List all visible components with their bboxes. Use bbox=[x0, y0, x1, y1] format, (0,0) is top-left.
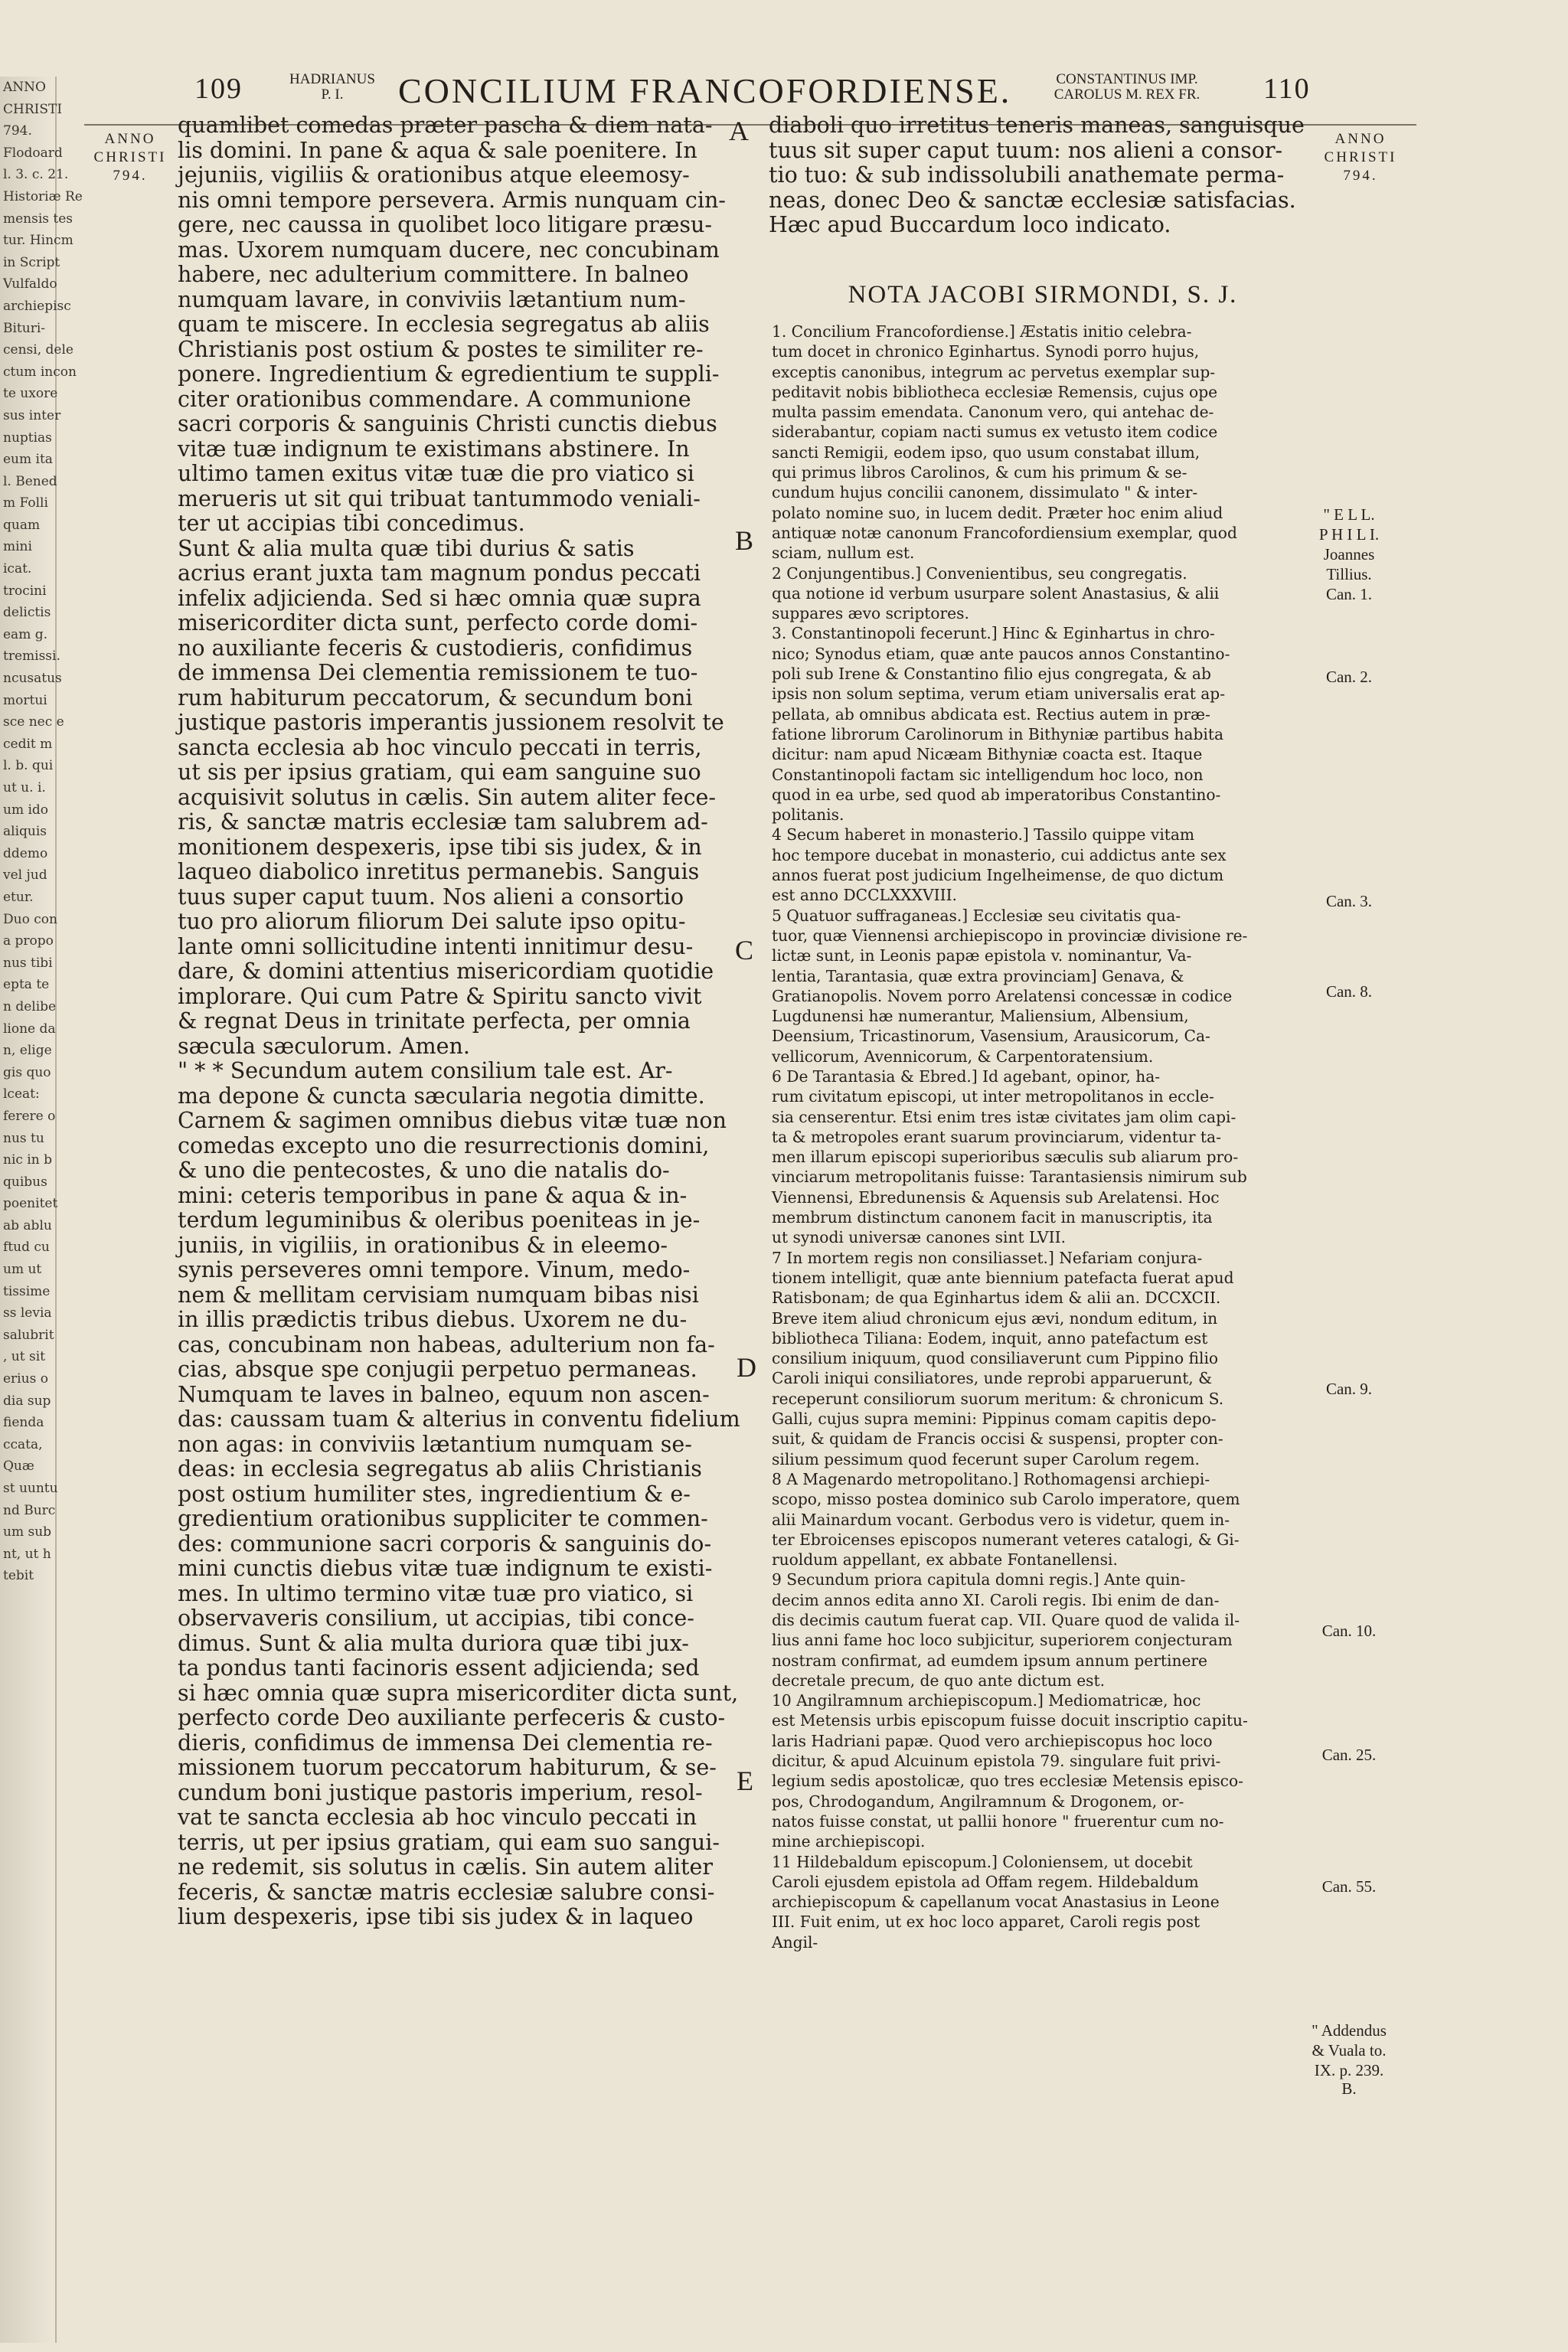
note-line: receperunt consiliorum suorum meritum: & chronicum S. bbox=[772, 1389, 1224, 1408]
gutter-fragment: quam bbox=[3, 517, 41, 533]
right-text-line: diaboli quo irretitus teneris maneas, sanguisque bbox=[769, 113, 1305, 138]
gutter-fragment: l. 3. c. 21. bbox=[3, 167, 69, 183]
latin-line: tuo pro aliorum filiorum Dei salute ipso opitu- bbox=[178, 909, 686, 934]
gutter-fragment: nic in b bbox=[3, 1152, 52, 1168]
margin-note-phili: P H I L I. bbox=[1318, 525, 1380, 544]
gutter-fragment: m Folli bbox=[3, 495, 48, 511]
latin-line: das: caussam tuam & alterius in conventu fidelium bbox=[178, 1406, 740, 1432]
note-line: decim annos edita anno XI. Caroli regis. Ibi enim de dan- bbox=[772, 1590, 1220, 1609]
right-page-number: 110 bbox=[1263, 73, 1311, 105]
gutter-fragment: mortui bbox=[3, 692, 47, 708]
gutter-fragment: cedit m bbox=[3, 736, 53, 752]
right-latin-continuation bbox=[769, 113, 1328, 238]
section-letter-b: B bbox=[735, 525, 754, 556]
gutter-fragment: fienda bbox=[3, 1415, 44, 1431]
note-line: vinciarum metropolitanis fuisse: Tarantasiensis nimirum sub bbox=[772, 1168, 1247, 1187]
gutter-fragment: 794. bbox=[3, 123, 32, 139]
main-latin-column bbox=[178, 113, 740, 1930]
gutter-fragment: nuptias bbox=[3, 430, 52, 446]
latin-line: observaveris consilium, ut accipias, tibi conce- bbox=[178, 1606, 694, 1631]
latin-line: " * * Secundum autem consilium tale est. Ar- bbox=[178, 1058, 673, 1083]
gutter-fragment: sus inter bbox=[3, 407, 61, 423]
latin-line: habere, nec adulterium committere. In balneo bbox=[178, 262, 689, 287]
gutter-fragment: censi, dele bbox=[3, 342, 74, 358]
section-letter-a: A bbox=[729, 116, 749, 146]
note-line: 8 A Magenardo metropolitano.] Rothomagensi archiepi- bbox=[772, 1469, 1210, 1488]
gutter-fragment: n, elige bbox=[3, 1043, 52, 1059]
left-page-number: 109 bbox=[194, 73, 243, 105]
latin-line: cias, absque spe conjugii perpetuo permaneas. bbox=[178, 1357, 697, 1382]
right-text-line: Hæc apud Buccardum loco indicato. bbox=[769, 212, 1171, 237]
note-line: est Metensis urbis episcopum fuisse docuit inscriptio capitu- bbox=[772, 1711, 1248, 1730]
note-line: Constantinopoli factam sic intelligendum hoc loco, non bbox=[772, 765, 1204, 784]
gutter-fragment: ANNO bbox=[3, 80, 46, 95]
note-line: suit, & quidam de Francis occisi & suspensi, propter con- bbox=[772, 1429, 1223, 1449]
gutter-fragment: quibus bbox=[3, 1174, 47, 1190]
latin-line: acrius erant juxta tam magnum pondus peccati bbox=[178, 560, 701, 586]
gutter-fragment: erius o bbox=[3, 1371, 48, 1387]
note-line: siderabantur, copiam nacti sumus ex vetusto item codice bbox=[772, 423, 1218, 442]
note-line: scopo, misso postea dominico sub Carolo imperatore, quem bbox=[772, 1490, 1240, 1509]
note-line: tum docet in chronico Eginhartus. Synodi porro hujus, bbox=[772, 342, 1200, 361]
note-line: Caroli iniqui consiliatores, unde reprobi apparuerunt, & bbox=[772, 1369, 1213, 1388]
gutter-fragment: te uxore bbox=[3, 386, 58, 402]
right-anno-christi: ANNO CHRISTI 794. bbox=[1324, 131, 1397, 184]
note-line: Breve item aliud chronicum ejus ævi, nondum editum, in bbox=[772, 1308, 1218, 1328]
gutter-fragment: st uuntu bbox=[3, 1481, 58, 1496]
note-line: silium pessimum quod fecerunt super Carolum regem. bbox=[772, 1449, 1200, 1468]
latin-line: mini: ceteris temporibus in pane & aqua & in- bbox=[178, 1182, 688, 1208]
latin-line: cundum boni justique pastoris imperium, resol- bbox=[178, 1779, 703, 1805]
latin-line: infelix adjicienda. Sed si hæc omnia quæ supra bbox=[178, 585, 701, 611]
right-text-line: tio tuo: & sub indissolubili anathemate perma- bbox=[769, 162, 1285, 188]
latin-line: terdum leguminibus & oleribus poeniteas in je- bbox=[178, 1207, 701, 1233]
latin-line: tuus super caput tuum. Nos alieni a consortio bbox=[178, 884, 684, 910]
note-line: qui primus libros Carolinos, & cum his primum & se- bbox=[772, 463, 1187, 482]
note-line: dicitur: nam apud Nicæam Bithyniæ coacta est. Itaque bbox=[772, 745, 1203, 764]
sirmondi-notes-column bbox=[772, 276, 1314, 1952]
note-line: 1. Concilium Francofordiense.] Æstatis initio celebra- bbox=[772, 322, 1192, 341]
margin-note-can-25: Can. 25. bbox=[1321, 1746, 1377, 1764]
latin-line: numquam lavare, in conviviis lætantium num- bbox=[178, 286, 686, 312]
latin-line: misericorditer dicta sunt, perfecto corde domi- bbox=[178, 610, 698, 635]
note-line: ut synodi universæ canones sint LVII. bbox=[772, 1228, 1066, 1247]
note-line: pos, Chrodogandum, Angilramnum & Drogonem, or- bbox=[772, 1792, 1184, 1811]
gutter-fragment: mini bbox=[3, 539, 32, 555]
left-anno-christi: ANNO CHRISTI 794. bbox=[93, 131, 167, 184]
latin-line: acquisivit solutus in cælis. Sin autem aliter fece- bbox=[178, 784, 717, 810]
note-line: ipsis non solum septima, verum etiam universalis erat ap- bbox=[772, 684, 1226, 704]
note-line: qua notione id verbum usurpare solent Anastasius, & alii bbox=[772, 583, 1220, 603]
gutter-fragment: ut u. i. bbox=[3, 780, 46, 795]
note-line: Ratisbonam; de qua Eginhartus idem & alii an. DCCXCII. bbox=[772, 1289, 1221, 1308]
latin-line: ris, & sanctæ matris ecclesiæ tam salubrem ad- bbox=[178, 809, 708, 835]
gutter-fragment: lione da bbox=[3, 1021, 56, 1037]
gutter-fragment: Flodoard bbox=[3, 145, 63, 161]
note-line: polato nomine suo, in lucem dedit. Præter hoc enim aliud bbox=[772, 503, 1223, 522]
gutter-fragment: Historiæ Re bbox=[3, 188, 83, 204]
note-line: 5 Quatuor suffraganeas.] Ecclesiæ seu civitatis qua- bbox=[772, 906, 1181, 925]
latin-line: lante omni sollicitudine intenti innitimur desu- bbox=[178, 933, 694, 959]
gutter-fragment: nt, ut h bbox=[3, 1546, 51, 1562]
gutter-fragment: lceat: bbox=[3, 1086, 40, 1102]
margin-note-tillius: Tillius. bbox=[1326, 565, 1372, 583]
margin-note-can-2: Can. 2. bbox=[1325, 668, 1373, 686]
gutter-fragment: um ido bbox=[3, 802, 49, 818]
note-line: peditavit nobis bibliotheca ecclesiæ Remensis, cujus ope bbox=[772, 382, 1218, 401]
note-line: suppares ævo scriptores. bbox=[772, 604, 969, 623]
note-line: nico; Synodus etiam, quæ ante paucos annos Constantino- bbox=[772, 644, 1230, 663]
latin-line: Sunt & alia multa quæ tibi durius & satis bbox=[178, 535, 635, 561]
gutter-fragment: icat. bbox=[3, 561, 32, 577]
latin-line: no auxiliante feceris & custodieris, confidimus bbox=[178, 635, 693, 661]
gutter-fragment: l. Bened bbox=[3, 473, 57, 489]
latin-line: laqueo diabolico inretitus permanebis. Sanguis bbox=[178, 859, 700, 884]
section-letter-d: D bbox=[737, 1352, 756, 1383]
note-line: tionem intelligit, quæ ante biennium patefacta fuerat apud bbox=[772, 1268, 1234, 1287]
gutter-fragment: CHRISTI bbox=[3, 101, 63, 117]
note-line: 11 Hildebaldum episcopum.] Coloniensem, ut docebit bbox=[772, 1852, 1193, 1871]
latin-line: synis perseveres omni tempore. Vinum, medo- bbox=[178, 1257, 691, 1282]
note-line: cundum hujus concilii canonem, dissimulato " & inter- bbox=[772, 483, 1198, 502]
latin-line: citer orationibus commendare. A communione bbox=[178, 386, 691, 412]
note-line: dicitur, & apud Alcuinum epistola 79. singulare fuit privi- bbox=[772, 1752, 1221, 1771]
note-line: membrum distinctum canonem facit in manuscriptis, ita bbox=[772, 1208, 1213, 1227]
gutter-fragment: nus tibi bbox=[3, 955, 53, 971]
gutter-fragment: vel jud bbox=[3, 867, 47, 884]
gutter-fragment: a propo bbox=[3, 933, 54, 949]
note-line: quod in ea urbe, sed quod ab imperatoribus Constantino- bbox=[772, 785, 1221, 804]
note-line: legium sedis apostolicæ, quo tres ecclesiæ Metensis episco- bbox=[772, 1772, 1243, 1791]
note-line: Viennensi, Ebredunensis & Aquensis sub Arelatensi. Hoc bbox=[772, 1187, 1220, 1207]
latin-line: ponere. Ingredientium & egredientium te suppli- bbox=[178, 361, 720, 387]
gutter-fragment: aliquis bbox=[3, 824, 47, 840]
gutter-fragment: tebit bbox=[3, 1568, 34, 1584]
gutter-fragment: mensis tes bbox=[3, 211, 74, 227]
gutter-fragment: epta te bbox=[3, 977, 50, 993]
note-line: Caroli ejusdem epistola ad Offam regem. Hildebaldum bbox=[772, 1872, 1199, 1891]
latin-line: mas. Uxorem numquam ducere, nec concubinam bbox=[178, 237, 720, 263]
margin-note-can-10: Can. 10. bbox=[1321, 1622, 1377, 1640]
note-line: 4 Secum haberet in monasterio.] Tassilo quippe vitam bbox=[772, 825, 1195, 844]
latin-line: sæcula sæculorum. Amen. bbox=[178, 1033, 470, 1059]
gutter-fragment: sce nec e bbox=[3, 714, 64, 730]
gutter-fragment: archiepisc bbox=[3, 298, 71, 314]
note-line: III. Fuit enim, ut ex hoc loco apparet, Caroli regis post bbox=[772, 1913, 1200, 1932]
margin-note-vuala: & Vuala to. bbox=[1312, 2041, 1387, 2060]
margin-note-can-55: Can. 55. bbox=[1321, 1877, 1377, 1896]
section-letter-e: E bbox=[737, 1766, 753, 1796]
gutter-fragment: nd Burc bbox=[3, 1502, 56, 1518]
note-line: 10 Angilramnum archiepiscopum.] Mediomatricæ, hoc bbox=[772, 1691, 1201, 1710]
latin-line: sancta ecclesia ab hoc vinculo peccati in terris, bbox=[178, 734, 702, 760]
note-line: annos fuerat post judicium Ingelheimense, de quo dictum bbox=[772, 866, 1224, 885]
latin-line: jejuniis, vigiliis & orationibus atque eleemosy- bbox=[178, 162, 690, 188]
gutter-fragment: eam g. bbox=[3, 626, 48, 642]
gutter-fragment: l. b. qui bbox=[3, 758, 54, 774]
gutter-fragment: , ut sit bbox=[3, 1349, 45, 1365]
gutter-fragment: ferere o bbox=[3, 1108, 56, 1124]
gutter-fragment: eum ita bbox=[3, 452, 53, 468]
latin-line: mes. In ultimo termino vitæ tuæ pro viatico, si bbox=[178, 1580, 694, 1606]
note-line: 6 De Tarantasia & Ebred.] Id agebant, opinor, ha- bbox=[772, 1067, 1161, 1086]
latin-line: gere, nec caussa in quolibet loco litigare præsu- bbox=[178, 212, 713, 237]
latin-line: feceris, & sanctæ matris ecclesiæ salubre consi- bbox=[178, 1879, 715, 1905]
gutter-fragment: delictis bbox=[3, 605, 51, 621]
latin-line: dieris, confidimus de immensa Dei clementia re- bbox=[178, 1730, 713, 1756]
latin-line: non agas: in conviviis lætantium numquam se- bbox=[178, 1431, 692, 1457]
latin-line: mini cunctis diebus vitæ tuæ indignum te existi- bbox=[178, 1556, 713, 1581]
note-line: vellicorum, Avennicorum, & Carpentoratensium. bbox=[772, 1047, 1154, 1066]
note-line: consilium iniquum, quod consiliaverunt cum Pippino filio bbox=[772, 1349, 1219, 1368]
latin-line: ter ut accipias tibi concedimus. bbox=[178, 511, 525, 536]
right-text-line: tuus sit super caput tuum: nos alieni a consor- bbox=[769, 137, 1283, 163]
gutter-fragment: Bituri- bbox=[3, 320, 46, 336]
note-line: sia censerentur. Etsi enim tres istæ civitates jam olim capi- bbox=[772, 1107, 1236, 1126]
gutter-fragments bbox=[0, 77, 83, 1587]
section-letter-c: C bbox=[735, 935, 754, 965]
note-line: 2 Conjungentibus.] Convenientibus, seu congregatis. bbox=[772, 564, 1187, 583]
note-line: bibliotheca Tiliana: Eodem, inquit, anno patefactum est bbox=[772, 1328, 1208, 1348]
latin-line: lium despexeris, ipse tibi sis judex & in laqueo bbox=[178, 1904, 694, 1929]
latin-line: & regnat Deus in trinitate perfecta, per omnia bbox=[178, 1008, 691, 1034]
latin-line: in illis prædictis tribus diebus. Uxorem ne du- bbox=[178, 1307, 688, 1332]
latin-line: juniis, in vigiliis, in orationibus & in eleemo- bbox=[178, 1232, 668, 1258]
gutter-fragment: tremissi. bbox=[3, 648, 60, 665]
latin-line: de immensa Dei clementia remissionem te tuo- bbox=[178, 660, 698, 685]
latin-line: comedas excepto uno die resurrectionis domini, bbox=[178, 1132, 710, 1158]
latin-line: si hæc omnia quæ supra misericorditer dicta sunt, bbox=[178, 1680, 739, 1706]
latin-line: implorare. Qui cum Patre & Spiritu sancto vivit bbox=[178, 983, 702, 1009]
latin-line: ta pondus tanti facinoris essent adjicienda; sed bbox=[178, 1655, 700, 1681]
note-line: multa passim emendata. Canonum vero, qui antehac de- bbox=[772, 403, 1214, 422]
margin-note-joannes: Joannes bbox=[1323, 545, 1375, 564]
gutter-fragment: ncusatus bbox=[3, 671, 62, 687]
margin-note-can-3: Can. 3. bbox=[1325, 892, 1373, 910]
latin-line: Numquam te laves in balneo, equum non ascen- bbox=[178, 1381, 710, 1407]
latin-line: vitæ tuæ indignum te existimans abstinere. In bbox=[178, 436, 690, 462]
note-line: ta & metropoles erant suarum provinciarum, videntur ta- bbox=[772, 1127, 1221, 1146]
gutter-fragment: etur. bbox=[3, 889, 34, 905]
margin-note-can-1: Can. 1. bbox=[1325, 585, 1373, 603]
margin-note-can-8: Can. 8. bbox=[1325, 982, 1373, 1001]
note-line: fatione librorum Carolinorum in Bithyniæ partibus habita bbox=[772, 724, 1223, 743]
gutter-fragment: n delibe bbox=[3, 998, 57, 1014]
notes-heading: NOTA JACOBI SIRMONDI, S. J. bbox=[848, 281, 1238, 309]
gutter-fragment: gis quo bbox=[3, 1064, 51, 1080]
latin-line: sacri corporis & sanguinis Christi cunctis diebus bbox=[178, 411, 717, 436]
latin-line: nis omni tempore persevera. Armis nunquam cin- bbox=[178, 187, 726, 213]
latin-line: ultimo tamen exitus vitæ tuæ die pro viatico si bbox=[178, 461, 694, 486]
note-line: lictæ sunt, in Leonis papæ epistola v. nominantur, Va- bbox=[772, 946, 1192, 965]
latin-line: Carnem & sagimen omnibus diebus vitæ tuæ non bbox=[178, 1108, 727, 1133]
note-line: ruoldum appellant, ex abbate Fontanellensi. bbox=[772, 1550, 1118, 1570]
latin-line: post ostium humiliter stes, ingredientium & e- bbox=[178, 1481, 691, 1507]
note-line: rum civitatum episcopi, ut inter metropolitanos in eccle- bbox=[772, 1087, 1214, 1106]
margin-note-ell: " E L L. bbox=[1323, 505, 1375, 524]
latin-line: lis domini. In pane & aqua & sale poenitere. In bbox=[178, 137, 697, 163]
note-line: archiepiscopum & capellanum vocat Anastasius in Leone bbox=[772, 1893, 1220, 1912]
note-line: exceptis canonibus, integrum ac pervetus exemplar sup- bbox=[772, 362, 1216, 381]
gutter-fragment: poenitet bbox=[3, 1196, 58, 1212]
note-line: pellata, ab omnibus abdicata est. Rectius autem in præ- bbox=[772, 704, 1210, 724]
note-line: nostram confirmat, ad eumdem ipsum annum pertinere bbox=[772, 1651, 1208, 1670]
latin-line: deas: in ecclesia segregatus ab aliis Christianis bbox=[178, 1456, 702, 1481]
gutter-fragment: ab ablu bbox=[3, 1217, 52, 1233]
note-line: men illarum episcopi superioribus sæculis sub aliarum pro- bbox=[772, 1148, 1239, 1167]
gutter-fragment: in Script bbox=[3, 254, 60, 270]
note-line: lentia, Tarantasia, quæ extra provinciam] Genava, & bbox=[772, 966, 1184, 985]
note-line: est anno DCCLXXXVIII. bbox=[772, 886, 957, 905]
margin-note-addendus: " Addendus bbox=[1312, 2021, 1387, 2040]
gutter-fragment: Duo con bbox=[3, 911, 57, 927]
note-line: poli sub Irene & Constantino filio ejus congregata, & ab bbox=[772, 665, 1211, 684]
latin-line: monitionem despexeris, ipse tibi sis judex, & in bbox=[178, 834, 702, 860]
note-line: tuor, quæ Viennensi archiepiscopo in provinciæ divisione re- bbox=[772, 926, 1248, 945]
gutter-fragment: dia sup bbox=[3, 1393, 51, 1409]
latin-line: missionem tuorum peccatorum habiturum, & se- bbox=[178, 1755, 717, 1780]
note-line: hoc tempore ducebat in monasterio, cui addictus ante sex bbox=[772, 845, 1227, 864]
latin-line: gredientium orationibus suppliciter te commen- bbox=[178, 1506, 708, 1531]
margin-note-can-9: Can. 9. bbox=[1325, 1380, 1373, 1398]
note-line: Deensium, Tricastinorum, Vasensium, Arausicorum, Ca- bbox=[772, 1027, 1210, 1046]
gutter-fragment: um sub bbox=[3, 1524, 52, 1540]
page-title: CONCILIUM FRANCOFORDIENSE. bbox=[398, 71, 1012, 110]
gutter-fragment: ftud cu bbox=[3, 1240, 50, 1256]
latin-line: des: communione sacri corporis & sanguinis do- bbox=[178, 1530, 712, 1557]
note-line: natos fuisse constat, ut pallii honore " fruerentur cum no- bbox=[772, 1811, 1224, 1831]
latin-line: ne redemit, sis solutus in cælis. Sin autem aliter bbox=[178, 1854, 713, 1880]
gutter-fragment: Vulfaldo bbox=[3, 276, 57, 292]
gutter-fragment: ccata, bbox=[3, 1436, 43, 1452]
latin-line: quam te miscere. In ecclesia segregatus ab aliis bbox=[178, 312, 710, 337]
note-line: dis decimis cautum fuerat cap. VII. Quare quod de valida il- bbox=[772, 1611, 1240, 1629]
latin-line: nem & mellitam cervisiam numquam bibas nisi bbox=[178, 1282, 699, 1308]
left-page-edge bbox=[0, 77, 83, 2343]
margin-note-tome-ref: IX. p. 239. B. bbox=[1314, 2061, 1384, 2098]
note-line: 9 Secundum priora capitula domni regis.] Ante quin- bbox=[772, 1570, 1186, 1589]
note-line: Galli, cujus supra memini: Pippinus comam capitis depo- bbox=[772, 1410, 1217, 1429]
note-line: alii Mainardum vocant. Gerbodus vero is videtur, quem in- bbox=[772, 1510, 1230, 1529]
note-line: Gratianopolis. Novem porro Arelatensi concessæ in codice bbox=[772, 986, 1233, 1005]
latin-line: ut sis per ipsius gratiam, qui eam sanguine suo bbox=[178, 760, 701, 785]
note-line: antiquæ notæ canonum Francofordiensium exemplar, quod bbox=[772, 523, 1237, 542]
latin-line: & uno die pentecostes, & uno die natalis do- bbox=[178, 1158, 670, 1183]
latin-line: justique pastoris imperantis jussionem resolvit te bbox=[178, 710, 724, 735]
note-line: laris Hadriani papæ. Quod vero archiepiscopus hoc loco bbox=[772, 1731, 1213, 1750]
latin-line: quamlibet comedas præter pascha & diem nata- bbox=[178, 113, 713, 138]
latin-line: vat te sancta ecclesia ab hoc vinculo peccati in bbox=[178, 1805, 697, 1830]
note-line: ter Ebroicenses episcopos numerant veteres catalogi, & Gi- bbox=[772, 1530, 1240, 1549]
latin-line: perfecto corde Deo auxiliante perfeceris & custo- bbox=[178, 1705, 726, 1730]
right-text-line: neas, donec Deo & sanctæ ecclesiæ satisfacias. bbox=[769, 187, 1296, 213]
note-line: decretale precum, de quo ante dictum est. bbox=[772, 1671, 1106, 1690]
latin-line: Christianis post ostium & postes te similiter re- bbox=[178, 336, 704, 362]
latin-line: dare, & domini attentius misericordiam quotidie bbox=[178, 959, 714, 984]
note-line: Angil- bbox=[772, 1932, 818, 1952]
gutter-fragment: trocini bbox=[3, 583, 47, 599]
left-running-head: HADRIANUS P. I. bbox=[289, 71, 375, 103]
latin-line: merueris ut sit qui tribuat tantummodo veniali- bbox=[178, 485, 701, 511]
note-line: sancti Remigii, eodem ipso, quo usum constabat illum, bbox=[772, 443, 1200, 462]
gutter-fragment: tissime bbox=[3, 1283, 51, 1299]
latin-line: ma depone & cuncta sæcularia negotia dimitte. bbox=[178, 1083, 705, 1109]
latin-line: cas, concubinam non habeas, adulterium non fa- bbox=[178, 1331, 715, 1357]
latin-line: terris, ut per ipsius gratiam, qui eam suo sangui- bbox=[178, 1829, 720, 1855]
gutter-fragment: ddemo bbox=[3, 845, 48, 861]
latin-line: rum habiturum peccatorum, & secundum boni bbox=[178, 684, 693, 710]
gutter-fragment: um ut bbox=[3, 1262, 42, 1278]
note-line: Lugdunensi hæ numerantur, Maliensium, Albensium, bbox=[772, 1007, 1189, 1026]
note-line: politanis. bbox=[772, 805, 844, 825]
note-line: mine archiepiscopi. bbox=[772, 1832, 926, 1851]
gutter-fragment: tur. Hincm bbox=[3, 233, 74, 249]
gutter-fragment: Quæ bbox=[3, 1459, 34, 1475]
right-running-head: CONSTANTINUS IMP. CAROLUS M. REX FR. bbox=[1054, 71, 1200, 103]
note-line: sciam, nullum est. bbox=[772, 544, 915, 563]
notes-lines bbox=[772, 322, 1314, 1952]
gutter-fragment: salubrit bbox=[3, 1327, 54, 1343]
note-line: 7 In mortem regis non consiliasset.] Nefariam conjura- bbox=[772, 1248, 1203, 1267]
gutter-fragment: ctum incon bbox=[3, 364, 77, 380]
note-line: 3. Constantinopoli fecerunt.] Hinc & Eginhartus in chro- bbox=[772, 624, 1215, 643]
gutter-fragment: nus tu bbox=[3, 1130, 44, 1146]
latin-line: dimus. Sunt & alia multa duriora quæ tibi jux- bbox=[178, 1630, 689, 1656]
note-line: lius anni fame hoc loco subjicitur, superiorem conjecturam bbox=[772, 1631, 1233, 1650]
gutter-fragment: ss levia bbox=[3, 1305, 52, 1321]
